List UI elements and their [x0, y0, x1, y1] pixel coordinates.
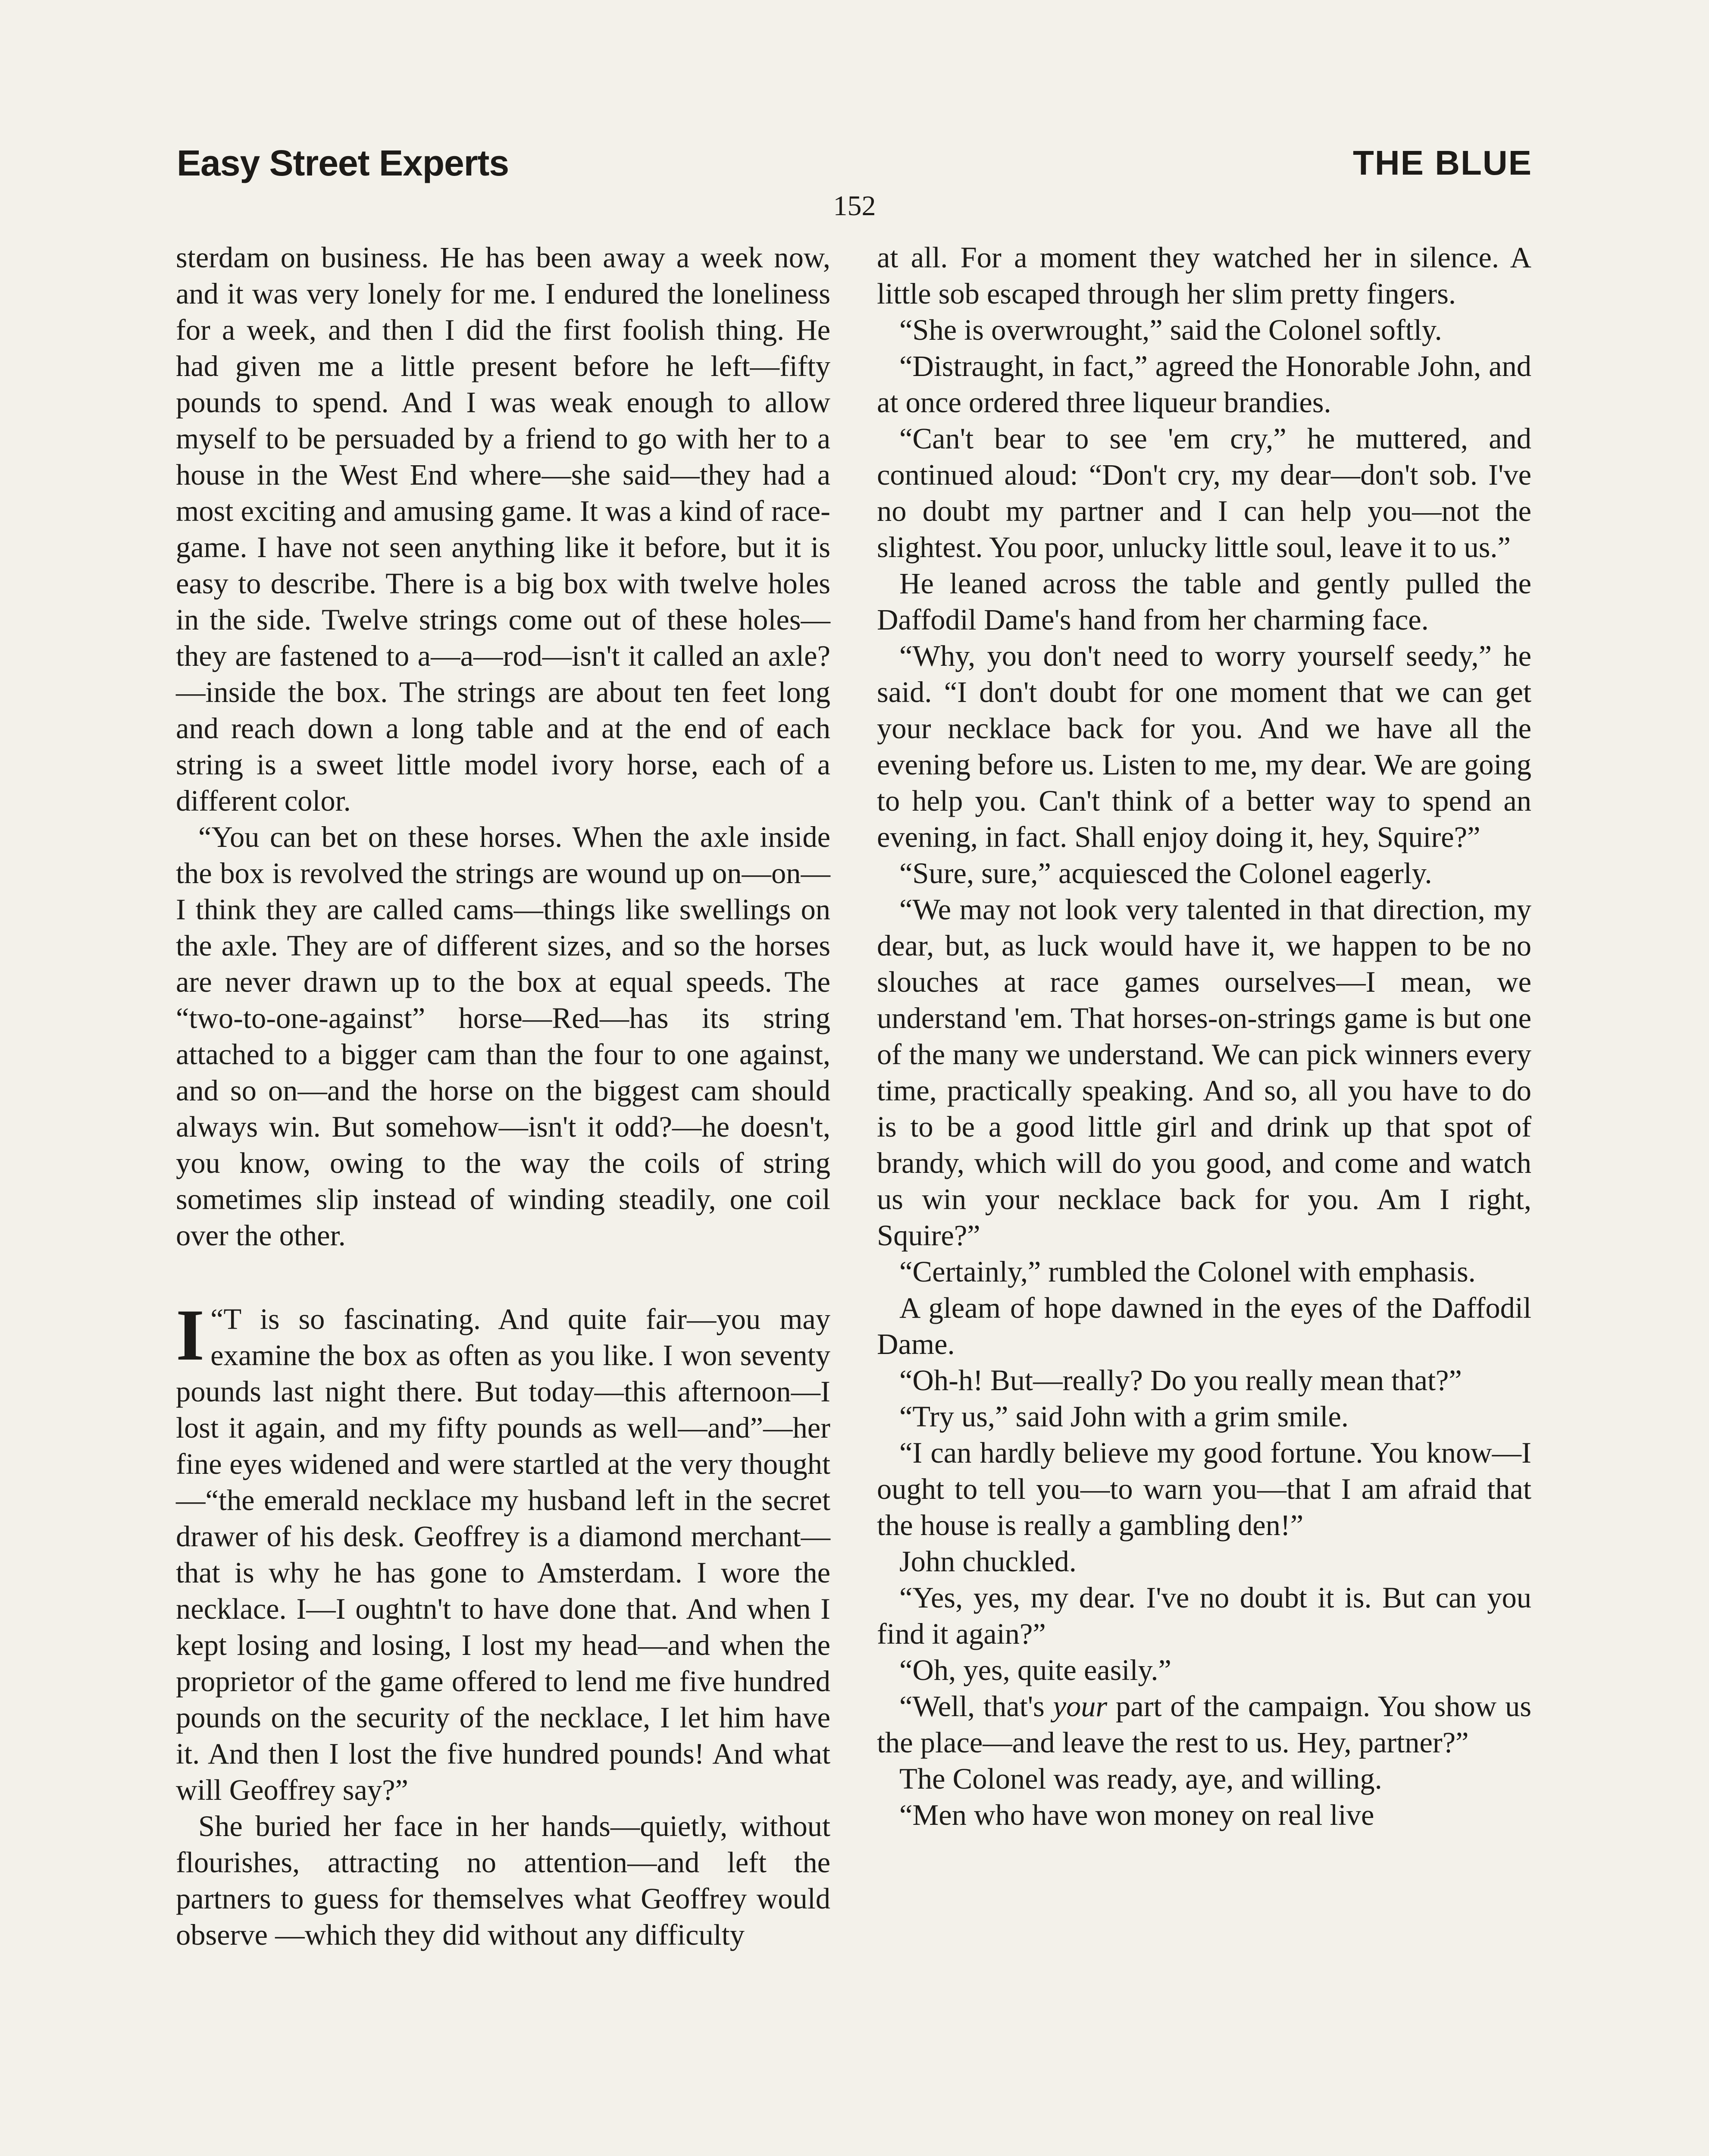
paragraph: The Colonel was ready, aye, and willing. — [899, 1762, 1382, 1795]
paragraph: A gleam of hope dawned in the eyes of the Daffodil Dame. — [877, 1291, 1531, 1360]
opening-quote: “ — [210, 1303, 224, 1335]
paragraph-text: “Well, that's — [899, 1690, 1053, 1723]
page-number: 152 — [833, 190, 876, 222]
paragraph: “I can hardly believe my good fortune. You know—I ought to tell you—to warn you—that I am afraid that the house is really a gambling den!” — [877, 1436, 1531, 1542]
paragraph: “She is overwrought,” said the Colonel softly. — [899, 313, 1442, 346]
paragraph: “Distraught, in fact,” agreed the Honorable John, and at once ordered three liqueur brandies. — [877, 350, 1531, 419]
paragraph: “Oh-h! But—really? Do you really mean that?” — [899, 1364, 1462, 1397]
paragraph: “Oh, yes, quite easily.” — [899, 1654, 1171, 1686]
paragraph: sterdam on business. He has been away a week now, and it was very lonely for me. I endured the loneliness for a week, and then I did the first foolish thing. He had given me a little present before he left—fifty pounds to spend. And I was weak enough to allow myself to be persuaded by a friend to go with her to a house in the West End where—she said—they had a most exciting and amusing game. It was a kind of race-game. I have not seen anything like it before, but it is easy to describe. There is a big box with twelve holes in the side. Twelve strings come out of these holes—they are fastened to a—a—rod—isn't it called an axle?—inside the box. The strings are about ten feet long and reach down a long table and at the end of each string is a sweet little model ivory horse, each of a different color. — [176, 241, 830, 817]
paragraph: “Can't bear to see 'em cry,” he muttered, and continued aloud: “Don't cry, my dear—don't sob. I've no doubt my partner and I can help you—not the slightest. You poor, unlucky little soul, leave it to us.” — [877, 422, 1531, 564]
section-title: Easy Street Experts — [177, 143, 509, 183]
paragraph: “Yes, yes, my dear. I've no doubt it is. But can you find it again?” — [877, 1581, 1531, 1650]
paragraph: “You can bet on these horses. When the axle inside the box is revolved the strings are wound up on—on—I think they are called cams—things like swellings on the axle. They are of different sizes, and so the horses are never drawn up to the box at equal speeds. The “two-to-one-against” horse—Red—has its string attached to a bigger cam than the four to one against, and so on—and the horse on the biggest cam should always win. But somehow—isn't it odd?—he doesn't, you know, owing to the way the coils of string sometimes slip instead of winding steadily, one coil over the other. — [176, 821, 830, 1252]
paragraph: at all. For a moment they watched her in silence. A little sob escaped through her slim pretty fingers. — [877, 241, 1531, 310]
paragraph: John chuckled. — [899, 1545, 1077, 1578]
paragraph: She buried her face in her hands—quietly, without flourishes, attracting no attention—and left the partners to guess for themselves what Geoffrey would observe —which they did without any difficulty — [176, 1810, 830, 1951]
paragraph-text: part of the campaign. You show us the place—and leave the rest to us. Hey, partner?” — [877, 1690, 1531, 1759]
paragraph: “Why, you don't need to worry yourself seedy,” he said. “I don't doubt for one moment that we can get your necklace back for you. And we have all the evening before us. Listen to me, my dear. We are going to help you. Can't think of a better way to spend an evening, in fact. Shall enjoy doing it, hey, Squire?” — [877, 639, 1531, 853]
paragraph: “Men who have won money on real live — [899, 1799, 1374, 1831]
paragraph: “We may not look very talented in that direction, my dear, but, as luck would have it, we happen to be no slouches at race games ourselves—I mean, we understand 'em. That horses-on-strings game is but one of the many we understand. We can pick winners every time, practically speaking. And so, all you have to do is to be a good little girl and drink up that spot of brandy, which will do you good, and come and watch us win your necklace back for you. Am I right, Squire?” — [877, 893, 1531, 1252]
magazine-title: THE BLUE — [1353, 144, 1532, 182]
paragraph: “Certainly,” rumbled the Colonel with emphasis. — [899, 1255, 1476, 1288]
section-start-paragraph — [176, 1294, 830, 1808]
paragraph — [877, 1688, 1531, 1761]
paragraph: “Sure, sure,” acquiesced the Colonel eagerly. — [899, 857, 1432, 890]
paragraph-text: T is so fascinating. And quite fair—you may examine the box as often as you like. I won seventy pounds last night there. But today—this afternoon—I lost it again, and my fifty pounds as well—and”—her fine eyes widened and were startled at the very thought—“the emerald necklace my husband left in the secret drawer of his desk. Geoffrey is a diamond merchant—that is why he has gone to Amsterdam. I wore the necklace. I—I oughtn't to have done that. And when I kept losing and losing, I lost my head—and when the proprietor of the game offered to lend me five hundred pounds on the security of the necklace, I let him have it. And then I lost the five hundred pounds! And what will Geoffrey say?” — [176, 1303, 830, 1806]
drop-cap: I — [176, 1294, 205, 1376]
left-column — [176, 239, 830, 1953]
paragraph: “Try us,” said John with a grim smile. — [899, 1400, 1349, 1433]
emphasis-text: your — [1053, 1690, 1108, 1723]
paragraph: He leaned across the table and gently pulled the Daffodil Dame's hand from her charming face. — [877, 567, 1531, 636]
right-column — [877, 239, 1531, 1833]
